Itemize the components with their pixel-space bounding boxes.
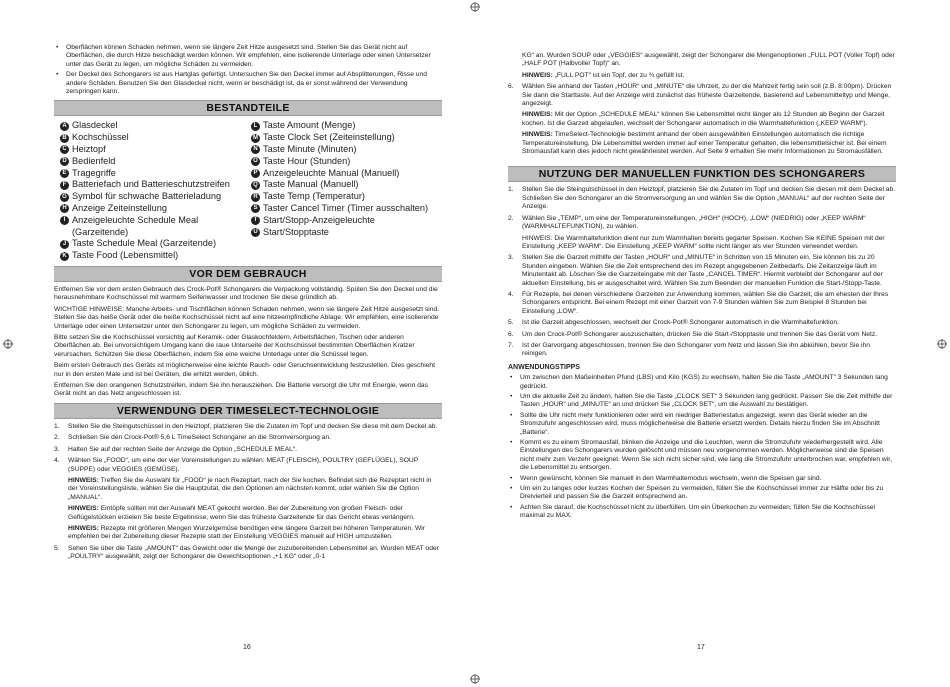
part-item (251, 132, 442, 144)
part-letter-badge: N (251, 145, 260, 154)
hint-note: HINWEIS: Die Warmhaltefunktion dient nur zum Warmhalten bereits gegarter Speisen. Kochen Sie KEINE Speisen mit der Einstellung „KEEP WARM“. Die Einstellung „KEEP WARM“ sollte nicht länger als vier Stunden verwendet werden. (522, 234, 885, 250)
part-item (60, 191, 251, 203)
step-text: Wählen Sie „TEMP“, um eine der Temperatureinstellungen, „HIGH“ (HOCH), „LOW“ (NIEDRIG) oder „KEEP WARM“ (WARMHALTEFUNKTION), zu wählen. (522, 214, 866, 231)
hint-text: TimeSelect-Technologie bestimmt anhand der oben ausgewählten Einstellungen automatisch die richtige Temperatureinstellung. Die Lebensmittel werden immer auf einer Temperatur gehalten, die lebensmittelsicher ist. Bei einem Stromausfall kann dies jedoch nicht gewährleistet werden. Auf Seite 9 erhalten Sie mehr Informationen zu Stromausfällen. (522, 131, 887, 156)
part-item (251, 120, 442, 132)
step-item (508, 319, 896, 327)
hint-text: Eintöpfe sollten mit der Auswahl MEAT gekocht werden. Bei der Zubereitung von großen Fleisch- oder Geflügelstücken erzielen Sie beste Ergebnisse, wenn Sie das früheste Garzeitende für das Gericht etwas verlängern. (68, 505, 415, 521)
parts-column-right (251, 120, 442, 262)
step-number: 5. (54, 544, 60, 552)
part-letter-badge: M (253, 134, 258, 141)
step-number: 1. (508, 186, 514, 194)
part-label: Taste Food (Lebensmittel) (72, 250, 179, 261)
step-item (54, 423, 442, 431)
hint-note (68, 525, 442, 542)
part-label: Anzeigeleuchte Schedule Meal (Garzeitende) (72, 214, 199, 237)
step-number: 6. (508, 330, 514, 338)
part-item (60, 179, 251, 191)
part-letter-badge: O (251, 157, 260, 166)
before-use-heading: VOR DEM GEBRAUCH (54, 266, 442, 282)
before-use-paragraph: WICHTIGE HINWEISE: Manche Arbeits- und Tischflächen können Schaden nehmen, wenn sie längere Zeit Hitze ausgesetzt sind. Stellen Sie das heiße Gerät oder die heiße Kochschüssel nicht auf eine hitzeempfindliche Ablage. Wir empfehlen, eine isolierende Unterlage oder einen Untersetzer unter den Schongarer zu legen, um mögliche Schäden zu vermeiden. (54, 305, 440, 330)
step-number: 3. (54, 445, 60, 453)
page-number-right: 17 (697, 644, 705, 651)
part-letter-badge: B (60, 134, 69, 143)
part-item (60, 156, 251, 168)
part-label: Taster Cancel Timer (Timer ausschalten) (263, 203, 429, 214)
step-number: 1. (54, 422, 60, 430)
registration-mark-right (937, 339, 947, 349)
part-label: Anzeige Zeiteinstellung (72, 203, 167, 214)
part-letter-badge: A (60, 122, 69, 131)
parts-heading: BESTANDTEILE (54, 100, 442, 116)
hint-text: Mit der Option „SCHEDULE MEAL“ können Sie Lebensmittel nicht länger als 12 Stunden ab Beginn der Garzeit kochen. Ist die Garzeit abgelaufen, wechselt der Schongarer automatisch in die Warmhaltefunktion („KEEP WARM“). (522, 111, 885, 127)
step-item (508, 331, 896, 339)
part-letter-badge: J (60, 240, 69, 249)
step-number: 4. (54, 457, 60, 465)
step-item (508, 291, 896, 316)
step-text: Stellen Sie die Steingutschüssel in den Heiztopf, platzieren Sie die Zutaten im Topf und decken Sie diesen mit dem Deckel ab. Schließen Sie den Schongarer an die Stromversorgung an und wählen Sie die Option „MANUAL“ auf der rechten Seite der Anzeige. (522, 186, 896, 211)
part-letter-badge: Q (251, 181, 260, 190)
hint-text: Rezepte mit größeren Mengen Wurzelgemüse benötigen eine längere Garzeit bei höheren Temperaturen. Wir empfehlen bei der Zubereitung dieser Rezepte statt der Einstellung VEGGIES manuell auf HIGH umzustellen. (68, 524, 425, 541)
part-letter-badge: L (251, 122, 260, 131)
step-number: 6. (508, 83, 514, 91)
step-number: 5. (508, 319, 514, 327)
part-item (251, 227, 442, 239)
step-text: Halten Sie auf der rechten Seite der Anzeige die Option „SCHEDULE MEAL“. (68, 445, 297, 453)
part-label: Start/Stopp-Anzeigeleuchte (263, 214, 375, 225)
right-page (508, 52, 896, 525)
parts-list (60, 120, 442, 262)
registration-mark-left (3, 339, 13, 349)
part-label: Taste Clock Set (Zeiteinstellung) (263, 132, 395, 143)
tips-heading: ANWENDUNGSTIPPS (508, 363, 580, 371)
hint-label: HINWEIS: (522, 131, 553, 139)
step-number: 7. (508, 341, 514, 349)
part-label: Taste Schedule Meal (Garzeitende) (72, 238, 217, 249)
hint-label: HINWEIS: (522, 71, 553, 79)
step-text: Wählen Sie „FOOD“, um eine der vier Voreinstellungen zu wählen: MEAT (FLEISCH), POULTRY (GEFLÜGEL), SOUP (SUPPE) oder VEGGIES (GEMÜSE). (68, 457, 419, 473)
tip-item: • Kommt es zu einem Stromausfall, blinken die Anzeige und die Leuchten, wenn die Stromzufuhr wiederhergestellt wird. Alle Einstellungen des Schongarers wurden gelöscht und müssen neu vorgenommen werden. Möglicherweise sind die Speisen nicht mehr zum Verzehr geeignet. Wenn Sie sich nicht sicher sind, wie lang die Stromzufuhr unterbrochen war, empfehlen wir, die Lebensmittel zu entsorgen. (508, 439, 896, 473)
intro-bullet: • Oberflächen können Schaden nehmen, wenn sie längere Zeit Hitze ausgesetzt sind. Stellen Sie das Gerät nicht auf Oberflächen, die durch Hitze beschädigt werden können. Wir empfehlen, eine isolierende Unterlage oder einen Untersetzer unter das Gerät zu legen, um mögliche Schäden zu vermeiden. (54, 44, 442, 69)
step-text: Sehen Sie über die Taste „AMOUNT“ das Gewicht oder die Menge der zuzubereitenden Lebensmittel an. Wurden MEAT oder „POULTRY“ ausgewählt, zeigt der Schongarer die Gewichtsoptionen „+1 KG“ oder „0-1 (68, 544, 439, 561)
timeselect-steps-cont (54, 545, 442, 562)
hint-note (68, 505, 442, 522)
part-item (251, 203, 442, 215)
before-use-paragraph: Beim ersten Gebrauch des Geräts ist möglicherweise eine leichte Rauch- oder Geruchsentwicklung festzustellen. Dies geschieht nur in den ersten Male und ist bei Geräten, die erhitzt werden, üblich. (54, 362, 436, 378)
part-item (251, 156, 442, 168)
part-label: Taste Hour (Stunden) (263, 155, 351, 166)
part-letter-badge: P (251, 169, 260, 178)
part-letter-badge: K (60, 252, 69, 261)
part-item (60, 132, 251, 144)
registration-mark-bottom (470, 674, 480, 684)
part-label: Start/Stopptaste (263, 226, 329, 237)
part-letter-badge: G (60, 193, 69, 202)
step-item (508, 186, 896, 211)
hint-label: HINWEIS: (68, 524, 99, 532)
step-text: Für Rezepte, bei denen verschiedene Garzeiten zur Anwendung kommen, wählen Sie die Garzeit, die am ehesten der Ihres Schongarers entspricht. Bei einem Rezept mit einer Garzeit von 7-9 Stunden wählen Sie zum Beispiel 8 Stunden bei Einstellung „LOW“. (522, 290, 889, 315)
hint-label: HINWEIS: (68, 476, 99, 484)
part-label: Heiztopf (72, 144, 106, 155)
timeselect-steps (54, 423, 442, 474)
part-item (60, 168, 251, 180)
part-letter-badge: E (60, 169, 69, 178)
part-letter-badge: T (251, 216, 260, 225)
before-use-paragraph: Bitte setzen Sie die Kochschüssel vorsichtig auf Keramik- oder Glaskochfeldern, Arbeitsflächen, Tischen oder anderen Oberflächen ab. Bei unvorsichtigem Umgang kann die raue Unterseite der Kochschüssel bestimmten Oberflächen Kratzer verursachen. Schützen Sie diese Oberflächen, indem Sie eine weiche Unterlage unter die Schüssel legen. (54, 334, 415, 358)
tip-item: • Um die aktuelle Zeit zu ändern, halten Sie die Taste „CLOCK SET“ 3 Sekunden lang gedrückt. Passen Sie die Zeit mithilfe der Tasten „HOUR“ und „MINUTE“ an und drücken Sie „CLOCK SET“, um die Auswahl zu bestätigen. (508, 393, 896, 410)
part-item (60, 250, 251, 262)
part-item (251, 144, 442, 156)
before-use-paragraph: Entfernen Sie vor dem ersten Gebrauch des Crock-Pot® Schongarers die Verpackung vollständig. Spülen Sie den Deckel und die herausnehmbare Kochschüssel mit warmem Seifenwasser und trocknen Sie diese gründlich ab. (54, 286, 438, 302)
part-letter-badge: D (60, 157, 69, 166)
part-letter-badge: R (251, 193, 260, 202)
step-text: Stellen Sie die Steingutschüssel in den Heiztopf, platzieren Sie die Zutaten im Topf und decken Sie diese mit dem Deckel ab. (68, 422, 438, 430)
tips-list (508, 374, 896, 521)
manual-steps-cont (508, 254, 896, 358)
part-letter-badge: I (60, 216, 69, 225)
step-text: Ist der Garvorgang abgeschlossen, trennen Sie den Schongarer vom Netz und lassen Sie ihn abkühlen, bevor Sie ihn reinigen. (522, 341, 870, 358)
step-text: Um den Crock-Pot® Schongarer auszuschalten, drücken Sie die Start-/Stopptaste und trennen Sie das Gerät vom Netz. (522, 330, 878, 338)
part-label: Glasdeckel (72, 120, 118, 131)
part-item (60, 203, 251, 215)
part-label: Symbol für schwache Batterieladung (72, 191, 222, 202)
part-label: Bedienfeld (72, 155, 116, 166)
part-item (251, 215, 442, 227)
part-letter-badge: C (60, 145, 69, 154)
step-text: Ist die Garzeit abgeschlossen, wechselt der Crock-Pot® Schongarer automatisch in die Warmhaltefunktion. (522, 319, 839, 327)
step-item (54, 446, 442, 454)
part-item (60, 215, 251, 239)
part-item (60, 144, 251, 156)
part-label: Kochschüssel (72, 132, 129, 143)
part-label: Taste Temp (Temperatur) (263, 191, 365, 202)
step-item (54, 434, 442, 442)
step-item (54, 457, 442, 474)
part-label: Tragegriffe (72, 167, 116, 178)
parts-column-left (60, 120, 251, 262)
intro-bullets (54, 44, 442, 96)
step-number: 2. (54, 434, 60, 442)
part-label: Taste Minute (Minuten) (263, 144, 357, 155)
part-letter-badge: F (60, 181, 69, 190)
part-item (251, 191, 442, 203)
step-item (508, 215, 896, 232)
before-use-paragraph: Entfernen Sie den orangenen Schutzstreifen, indem Sie ihn herausziehen. Die Batterie versorgt die Uhr mit Energie, wenn das Gerät nicht an das Netz angeschlossen ist. (54, 382, 428, 398)
hint-note (68, 477, 442, 502)
hint-note (522, 72, 896, 80)
registration-mark-top (470, 2, 480, 12)
part-letter-badge: U (251, 228, 260, 237)
step-item (508, 254, 896, 288)
manual-function-heading: NUTZUNG DER MANUELLEN FUNKTION DES SCHONGARERS (508, 166, 896, 182)
part-letter-badge: H (60, 204, 69, 213)
hint-note (522, 111, 896, 128)
step-item (508, 342, 896, 359)
part-label: Taste Manual (Manuell) (263, 179, 359, 190)
part-item (251, 168, 442, 180)
part-item (251, 179, 442, 191)
hint-label: HINWEIS: (68, 505, 99, 513)
continued-paragraph: KG“ an. Wurden SOUP oder „VEGGIES“ ausgewählt, zeigt der Schongarer die Mengenoptionen „FULL POT (Voller Topf) oder „HALF POT (Halbvoller Topf)“ an. (522, 52, 895, 68)
hint-label: HINWEIS: (522, 111, 553, 119)
manual-steps (508, 186, 896, 231)
timeselect-steps-cont2 (508, 83, 896, 108)
tip-item: • Achten Sie darauf, die Kochschüssel nicht zu überfüllen. Um ein Überkochen zu vermeiden, füllen Sie die Kochschüssel maximal zu MAX. (508, 504, 896, 521)
part-label: Batteriefach und Batterieschutzstreifen (72, 179, 230, 190)
part-label: Anzeigeleuchte Manual (Manuell) (263, 167, 400, 178)
hint-note (522, 131, 896, 156)
timeselect-heading: VERWENDUNG DER TIMESELECT-TECHNOLOGIE (54, 403, 442, 419)
step-number: 4. (508, 290, 514, 298)
part-item (60, 238, 251, 250)
tip-item: • Um zwischen den Maßeinheiten Pfund (LBS) und Kilo (KGS) zu wechseln, halten Sie die Taste „AMOUNT“ 3 Sekunden lang gedrückt. (508, 374, 896, 391)
step-text: Wählen Sie anhand der Tasten „HOUR“ und „MINUTE“ die Uhrzeit, zu der die Mahlzeit fertig sein soll (z.B. 8:00pm). Drücken Sie dann die Starttaste. Auf der Anzeige wird zunächst das früheste Garzeitende, basierend auf Lebensmitteltyp und Menge, angezeigt. (522, 83, 892, 108)
step-text: Stellen Sie die Garzeit mithilfe der Tasten „HOUR“ und „MINUTE“ in Schritten von 15 Minuten ein. Sie können bis zu 20 Stunden eingeben. Wählen Sie die Zeit entsprechend des im Rezept angegebenen Zeitbedarfs. Die Zeitanzeige läuft im Minutentakt ab. Löschen Sie die Garzeiteingabe mit der Taste „CANCEL TIMER“. Hiermit verbleibt der Schongarer auf der aktuellen Einstellung, bis er ausgeschaltet wird. Wählen Sie zum Beenden der manuellen Funktion die Start-/Stopp-Taste. (522, 254, 883, 287)
tip-item: • Wenn gewünscht, können Sie manuell in den Warmhaltemodus wechseln, wenn die Speisen gar sind. (508, 475, 896, 483)
hint-text: Treffen Sie die Auswahl für „FOOD“ je nach Rezeptart, nach der Sie kochen. Befindet sich die Rezeptart nicht in der Voreinstellungsliste, wählen Sie die Hauptzutat, die den Optionen am nächsten kommt, oder wählen Sie die Option „MANUAL“. (68, 476, 432, 501)
step-number: 2. (508, 214, 514, 222)
page-number-left: 16 (243, 644, 251, 651)
step-item (508, 83, 896, 108)
intro-bullet: • Der Deckel des Schongarers ist aus Hartglas gefertigt. Untersuchen Sie den Deckel immer auf Absplitterungen, Risse und andere Schäden. Benutzen Sie den Glasdeckel nicht, wenn er beschädigt ist, da er sonst während der Verwendung zerspringen kann. (54, 71, 442, 96)
left-page (54, 44, 442, 565)
step-item (54, 545, 442, 562)
part-label: Taste Amount (Menge) (263, 120, 356, 131)
hint-text: „FULL POT“ ist ein Topf, der zu ¾ gefüllt ist. (552, 71, 685, 79)
tip-item: • Um ein zu langes oder kurzes Kochen der Speisen zu vermeiden, füllen Sie die Kochschüssel immer zur Hälfte oder bis zu Dreivierteil und passen Sie die Garzeit entsprechend an. (508, 485, 896, 502)
step-text: Schließen Sie den Crock-Pot® 5,6 L TimeSelect Schongarer an die Stromversorgung an. (68, 434, 332, 442)
tip-item: • Sollte die Uhr nicht mehr funktionieren oder wird ein niedriger Batteriestatus angezeigt, wenn das Gerät wieder an die Stromzufuhr angeschlossen wird, muss möglicherweise die Batterie ersetzt werden. Details hierzu finden Sie im Abschnitt „Batterie“. (508, 412, 896, 437)
part-item (60, 120, 251, 132)
step-number: 3. (508, 254, 514, 262)
part-letter-badge: S (251, 204, 260, 213)
